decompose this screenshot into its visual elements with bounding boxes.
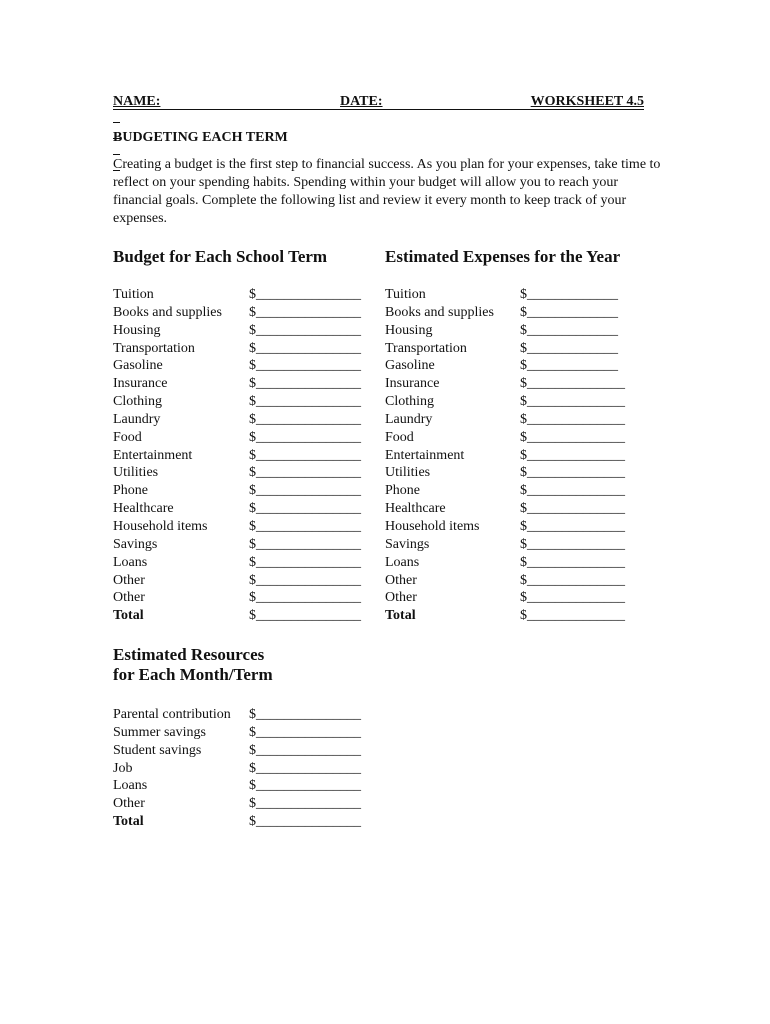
amount-blank[interactable]: $______________ <box>520 572 625 588</box>
amount-blank[interactable]: $_______________ <box>249 411 361 427</box>
amount-blank[interactable]: $_____________ <box>520 358 618 374</box>
list-item <box>113 464 373 482</box>
amount-blank[interactable]: $______________ <box>520 518 625 534</box>
list-item <box>113 340 373 358</box>
item-label: Household items <box>385 518 480 534</box>
list-item <box>385 286 645 304</box>
list-item <box>385 554 645 572</box>
list-item <box>113 286 373 304</box>
amount-blank[interactable]: $_______________ <box>249 394 361 410</box>
amount-blank[interactable]: $_______________ <box>249 322 361 338</box>
worksheet-header <box>113 94 644 112</box>
amount-blank[interactable]: $_______________ <box>249 796 361 812</box>
item-label: Housing <box>385 322 433 338</box>
name-label: NAME: <box>113 94 161 109</box>
list-item <box>113 518 373 536</box>
item-label: Other <box>385 590 417 606</box>
list-item <box>385 518 645 536</box>
item-label: Tuition <box>113 287 154 302</box>
item-label: Savings <box>113 536 158 552</box>
item-label: Savings <box>385 536 430 552</box>
amount-blank[interactable]: $______________ <box>520 483 625 499</box>
list-item <box>113 724 373 742</box>
item-label: Loans <box>385 554 420 570</box>
item-label: Transportation <box>385 340 467 356</box>
item-label: Other <box>113 572 145 588</box>
amount-blank[interactable]: $______________ <box>520 554 625 570</box>
item-label: Entertainment <box>385 447 465 463</box>
item-label: Transportation <box>113 340 195 356</box>
amount-blank[interactable]: $_______________ <box>249 760 361 776</box>
amount-blank[interactable]: $_______________ <box>249 429 361 445</box>
amount-blank[interactable]: $_______________ <box>249 536 361 552</box>
amount-blank[interactable]: $______________ <box>520 590 625 606</box>
item-label: Total <box>385 608 416 624</box>
item-label: Job <box>113 760 133 776</box>
amount-blank[interactable]: $______________ <box>520 608 625 624</box>
item-label: Food <box>113 429 142 445</box>
section-title: BUDGETING EACH TERM <box>113 130 288 145</box>
amount-blank[interactable]: $_______________ <box>249 287 361 302</box>
list-item <box>385 304 645 322</box>
list-item <box>113 795 373 813</box>
resources-heading <box>113 645 273 685</box>
amount-blank[interactable]: $______________ <box>520 411 625 427</box>
amount-blank[interactable]: $_______________ <box>249 447 361 463</box>
list-item <box>385 322 645 340</box>
list-item <box>385 429 645 447</box>
item-label: Phone <box>113 483 148 499</box>
amount-blank[interactable]: $_______________ <box>249 501 361 517</box>
item-label: Healthcare <box>385 501 446 517</box>
list-item <box>113 482 373 500</box>
amount-blank[interactable]: $_______________ <box>249 376 361 392</box>
amount-blank[interactable]: $_______________ <box>249 742 361 758</box>
item-label: Other <box>113 590 145 606</box>
amount-blank[interactable]: $_______________ <box>249 483 361 499</box>
amount-blank[interactable]: $_______________ <box>249 554 361 570</box>
item-label: Total <box>113 814 144 830</box>
item-label: Food <box>385 429 414 445</box>
budget-term-list <box>113 286 373 625</box>
intro-paragraph: Creating a budget is the first step to financial success. As you plan for your expenses, take time to reflect on your spending habits. Spending within your budget will allow you to reach your financial goals. Complete the following list and review it every month to keep track of your expenses. <box>113 157 661 226</box>
amount-blank[interactable]: $_______________ <box>249 814 361 830</box>
list-item <box>113 554 373 572</box>
item-label: Total <box>113 608 144 624</box>
list-item <box>385 340 645 358</box>
list-item <box>113 760 373 778</box>
list-item <box>385 464 645 482</box>
amount-blank[interactable]: $______________ <box>520 447 625 463</box>
amount-blank[interactable]: $_______________ <box>249 304 361 320</box>
amount-blank[interactable]: $______________ <box>520 394 625 410</box>
item-label: Phone <box>385 483 420 499</box>
item-label: Gasoline <box>113 358 163 374</box>
list-item <box>113 357 373 375</box>
date-label: DATE: <box>340 94 383 109</box>
amount-blank[interactable]: $_______________ <box>249 358 361 374</box>
item-label: Tuition <box>385 287 426 302</box>
list-item <box>113 813 373 831</box>
amount-blank[interactable]: $_____________ <box>520 287 618 302</box>
list-item <box>385 393 645 411</box>
list-item <box>113 393 373 411</box>
list-item <box>385 357 645 375</box>
item-label: Summer savings <box>113 724 206 740</box>
worksheet-number: WORKSHEET 4.5 <box>530 94 644 109</box>
amount-blank[interactable]: $______________ <box>520 536 625 552</box>
item-label: Books and supplies <box>385 304 494 320</box>
list-item <box>113 429 373 447</box>
list-item <box>113 589 373 607</box>
list-item <box>113 447 373 465</box>
list-item <box>113 304 373 322</box>
item-label: Household items <box>113 518 208 534</box>
amount-blank[interactable]: $______________ <box>520 376 625 392</box>
list-item <box>385 447 645 465</box>
list-item <box>385 482 645 500</box>
item-label: Books and supplies <box>113 304 222 320</box>
item-label: Student savings <box>113 742 202 758</box>
list-item <box>385 589 645 607</box>
list-item <box>113 572 373 590</box>
list-item <box>113 375 373 393</box>
list-item <box>113 742 373 760</box>
item-label: Laundry <box>113 411 161 427</box>
item-label: Utilities <box>385 465 431 481</box>
amount-blank[interactable]: $_____________ <box>520 322 618 338</box>
item-label: Clothing <box>385 394 435 410</box>
amount-blank[interactable]: $_______________ <box>249 518 361 534</box>
amount-blank[interactable]: $______________ <box>520 429 625 445</box>
list-item <box>113 536 373 554</box>
amount-blank[interactable]: $_____________ <box>520 304 618 320</box>
item-label: Healthcare <box>113 501 174 517</box>
list-item <box>113 322 373 340</box>
amount-blank[interactable]: $_______________ <box>249 724 361 740</box>
item-label: Parental contribution <box>113 707 231 722</box>
amount-blank[interactable]: $_______________ <box>249 465 361 481</box>
list-item <box>385 572 645 590</box>
list-item <box>113 607 373 625</box>
list-item <box>385 607 645 625</box>
list-item <box>113 777 373 795</box>
list-item <box>113 411 373 429</box>
amount-blank[interactable]: $_______________ <box>249 608 361 624</box>
item-label: Laundry <box>385 411 433 427</box>
item-label: Insurance <box>113 376 168 392</box>
budget-term-heading: Budget for Each School Term <box>113 247 328 266</box>
list-item <box>113 706 373 724</box>
list-item <box>113 500 373 518</box>
item-label: Loans <box>113 778 148 794</box>
resources-heading-line2: for Each Month/Term <box>113 665 273 684</box>
resources-list <box>113 706 373 831</box>
item-label: Entertainment <box>113 447 193 463</box>
amount-blank[interactable]: $_______________ <box>249 340 361 356</box>
amount-blank[interactable]: $_______________ <box>249 778 361 794</box>
resources-heading-line1: Estimated Resources <box>113 645 265 664</box>
amount-blank[interactable]: $_______________ <box>249 572 361 588</box>
item-label: Gasoline <box>385 358 435 374</box>
list-item <box>385 375 645 393</box>
expenses-year-list <box>385 286 645 625</box>
item-label: Other <box>385 572 417 588</box>
item-label: Clothing <box>113 394 163 410</box>
list-item <box>385 411 645 429</box>
amount-blank[interactable]: $______________ <box>520 501 625 517</box>
amount-blank[interactable]: $_______________ <box>249 590 361 606</box>
item-label: Insurance <box>385 376 440 392</box>
item-label: Housing <box>113 322 161 338</box>
amount-blank[interactable]: $_____________ <box>520 340 618 356</box>
amount-blank[interactable]: $______________ <box>520 465 625 481</box>
item-label: Loans <box>113 554 148 570</box>
expenses-year-heading: Estimated Expenses for the Year <box>385 247 621 266</box>
amount-blank[interactable]: $_______________ <box>249 707 361 722</box>
list-item <box>385 536 645 554</box>
item-label: Other <box>113 796 145 812</box>
item-label: Utilities <box>113 465 159 481</box>
list-item <box>385 500 645 518</box>
